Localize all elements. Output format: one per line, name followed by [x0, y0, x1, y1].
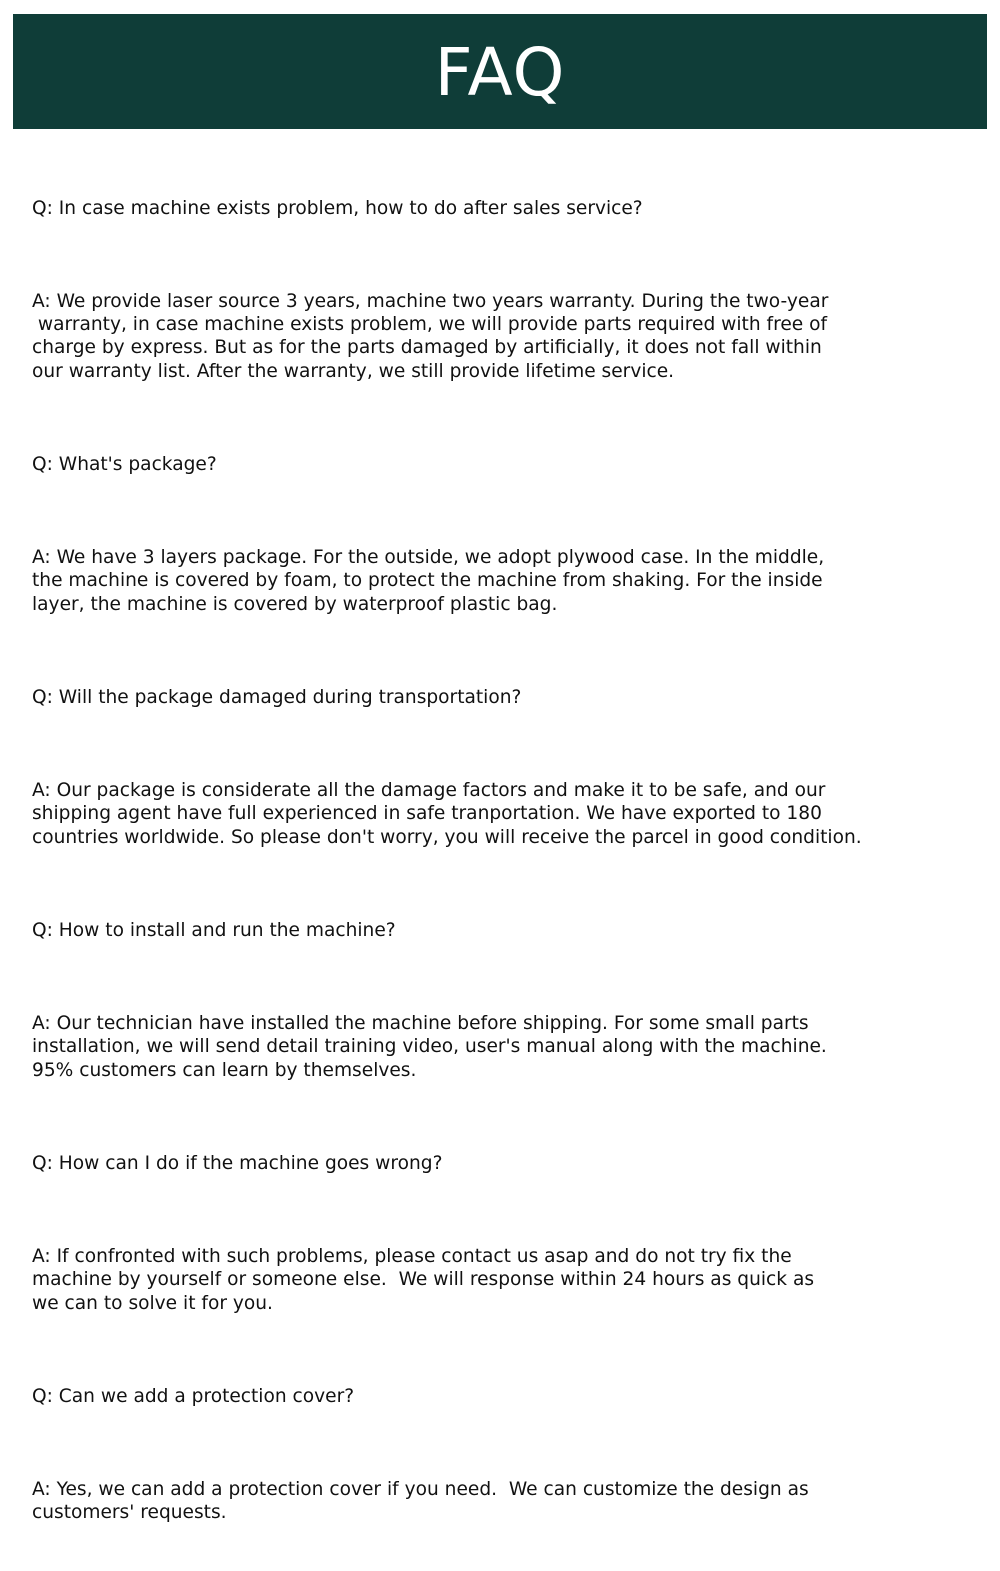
page-title: FAQ [434, 33, 566, 111]
faq-question: Q: What's package? [32, 453, 217, 475]
faq-answer: A: Our technician have installed the machine before shipping. For some small parts installation, we will send detail training video, user's manual along with the machine. 95% customers can learn by themselves. [32, 1012, 827, 1081]
header-banner [13, 14, 987, 129]
faq-question: Q: How to install and run the machine? [32, 919, 396, 941]
faq-question: Q: How can I do if the machine goes wrong? [32, 1152, 443, 1174]
faq-list [32, 150, 992, 1571]
faq-question: Q: In case machine exists problem, how to do after sales service? [32, 197, 643, 219]
faq-answer: A: If confronted with such problems, please contact us asap and do not try fix the machine by yourself or someone else. We will response within 24 hours as quick as we can to solve it for you. [32, 1245, 815, 1314]
faq-question: Q: Can we add a protection cover? [32, 1385, 355, 1407]
faq-answer: A: Yes, we can add a protection cover if you need. We can customize the design as customers' requests. [32, 1478, 809, 1524]
faq-question: Q: Will the package damaged during transportation? [32, 686, 522, 708]
faq-answer: A: We have 3 layers package. For the outside, we adopt plywood case. In the middle, the machine is covered by foam, to protect the machine from shaking. For the inside layer, the machine is covered by waterproof plastic bag. [32, 547, 825, 615]
faq-answer: A: Our package is considerate all the damage factors and make it to be safe, and our shipping agent have full experienced in safe tranportation. We have exported to 180 countries worldwide. So please don't worry, you will receive the parcel in good condition. [32, 780, 862, 848]
faq-answer: A: We provide laser source 3 years, machine two years warranty. During the two-year warranty, in case machine exists problem, we will provide parts required with free of charge by express. But as for the parts damaged by artificially, it does not fall within our warranty list. After the warranty, we still provide lifetime service. [32, 290, 829, 382]
